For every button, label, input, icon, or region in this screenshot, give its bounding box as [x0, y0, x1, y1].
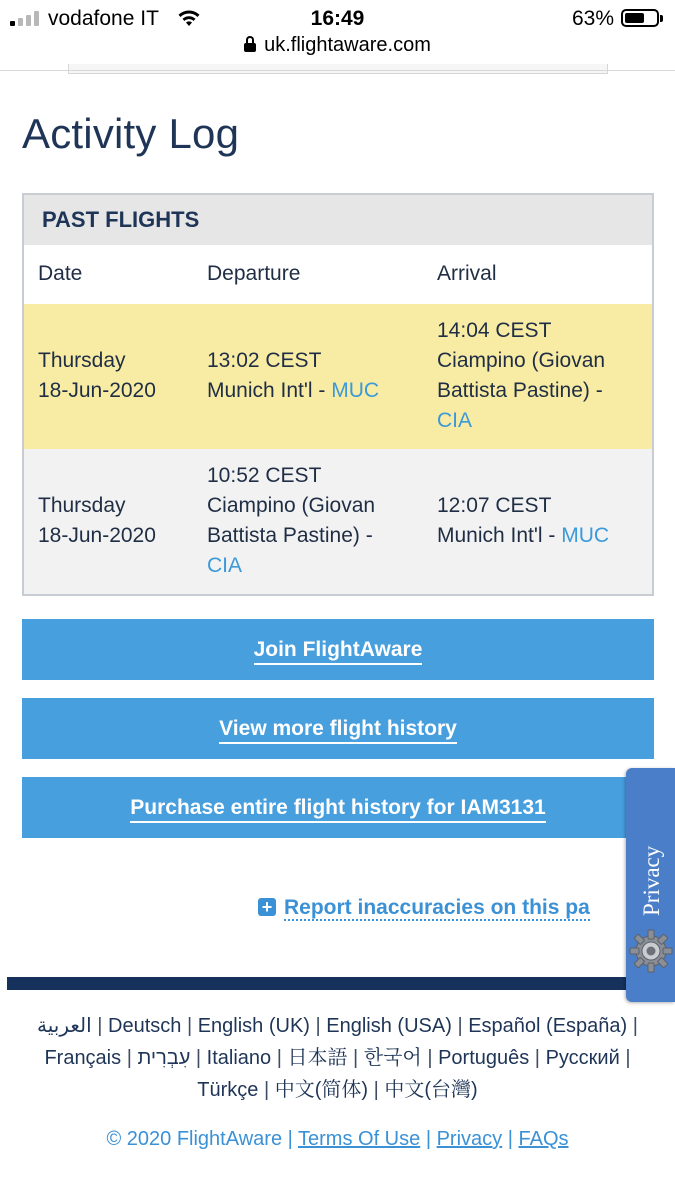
flight-date: Thursday 18-Jun-2020 [38, 349, 156, 402]
privacy-link[interactable]: Privacy [436, 1128, 503, 1150]
separator: | [309, 1015, 327, 1037]
language-link[interactable]: Deutsch [108, 1015, 182, 1037]
language-link[interactable]: العربية [37, 1015, 92, 1037]
privacy-tab-label: Privacy [639, 845, 664, 916]
language-link[interactable]: 中文(简体) [274, 1079, 369, 1101]
separator: | [271, 1047, 288, 1069]
language-link[interactable]: Türkçe [197, 1079, 259, 1101]
status-bar [0, 0, 675, 38]
departure-airport-link[interactable]: MUC [331, 379, 380, 402]
report-link-container [0, 880, 628, 930]
arrival-info: 14:04 CEST Ciampino (Giovan Battista Pastine) - CIA [437, 316, 605, 436]
separator: | [368, 1079, 385, 1101]
terms-link[interactable]: Terms Of Use [298, 1128, 421, 1150]
language-link[interactable]: עִבְרִית [137, 1047, 191, 1069]
view-more-history-button[interactable]: View more flight history [22, 698, 654, 759]
lock-icon [244, 39, 256, 52]
departure-airport-link[interactable]: CIA [207, 554, 243, 577]
departure-info: 13:02 CEST Munich Int'l - MUC [207, 349, 380, 402]
panel-header: PAST FLIGHTS [24, 195, 652, 245]
separator: | [121, 1047, 138, 1069]
past-flights-panel [22, 193, 654, 596]
separator: | [190, 1047, 207, 1069]
language-link[interactable]: Italiano [206, 1047, 272, 1069]
arrival-airport-link[interactable]: MUC [561, 524, 610, 547]
separator: | [258, 1079, 275, 1101]
separator: | [619, 1047, 631, 1069]
faqs-link[interactable]: FAQs [518, 1128, 569, 1150]
language-link[interactable]: 日本語 [287, 1047, 348, 1069]
footer-links: © 2020 FlightAware | Terms Of Use | Privacy | FAQs [106, 1128, 569, 1150]
footer-bar [7, 977, 668, 990]
carrier-name: vodafone IT [48, 7, 159, 30]
page-title: Activity Log [22, 110, 240, 157]
arrival-airport-link[interactable]: CIA [437, 409, 473, 432]
language-link[interactable]: Русский [545, 1047, 620, 1069]
battery-percent: 63% [572, 7, 615, 30]
clock: 16:49 [310, 7, 365, 30]
report-inaccuracies-link[interactable]: + Report inaccuracies on this pa [258, 896, 590, 920]
separator: | [91, 1015, 109, 1037]
language-link[interactable]: Español (España) [468, 1015, 628, 1037]
separator: | [529, 1047, 546, 1069]
language-link[interactable]: Français [44, 1047, 122, 1069]
header-remnant [68, 64, 608, 74]
language-link[interactable]: English (USA) [326, 1015, 452, 1037]
browser-chrome-divider [0, 70, 675, 71]
separator: | [627, 1015, 638, 1037]
flight-row[interactable] [24, 304, 652, 449]
plus-square-icon: + [258, 898, 276, 916]
language-link[interactable]: Português [438, 1047, 530, 1069]
flight-row[interactable] [24, 449, 652, 594]
arrival-info: 12:07 CEST Munich Int'l - MUC [437, 494, 610, 547]
separator: | [181, 1015, 198, 1037]
purchase-history-button[interactable]: Purchase entire flight history for IAM3131 [22, 777, 654, 838]
language-link[interactable]: 한국어 [363, 1047, 422, 1069]
flight-date: Thursday 18-Jun-2020 [38, 494, 156, 547]
separator: | [421, 1047, 439, 1069]
language-links [20, 1010, 655, 1106]
url-text: uk.flightaware.com [264, 34, 431, 56]
address-bar[interactable] [0, 34, 675, 64]
separator: | [451, 1015, 469, 1037]
departure-info: 10:52 CEST Ciampino (Giovan Battista Pastine) - CIA [207, 461, 375, 581]
language-link[interactable]: English (UK) [197, 1015, 310, 1037]
copyright-text: © 2020 FlightAware [106, 1128, 283, 1150]
battery-icon [621, 9, 659, 27]
gear-icon[interactable] [628, 928, 674, 974]
join-flightaware-button[interactable]: Join FlightAware [22, 619, 654, 680]
column-header-departure: Departure [207, 262, 301, 285]
language-link[interactable]: 中文(台灣) [384, 1079, 478, 1101]
column-header-arrival: Arrival [437, 262, 497, 285]
separator: | [347, 1047, 364, 1069]
column-header-date: Date [38, 262, 83, 285]
